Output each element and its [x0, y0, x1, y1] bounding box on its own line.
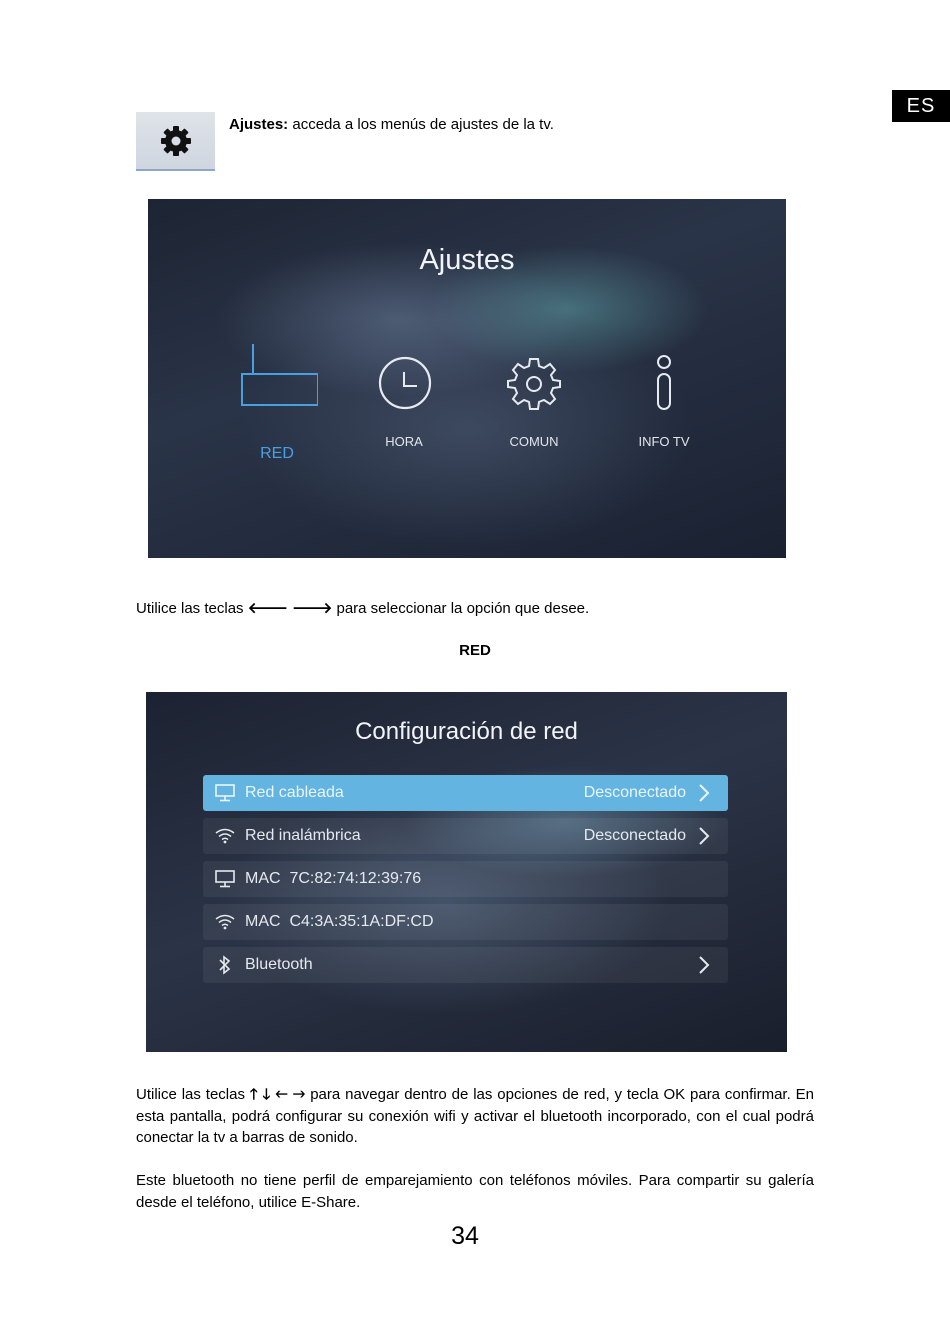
settings-item-red[interactable]	[232, 339, 322, 469]
row-status: Desconectado	[583, 784, 686, 801]
settings-item-hora[interactable]	[364, 354, 444, 454]
instruction-text: Utilice las teclas	[136, 600, 248, 617]
settings-item-comun[interactable]	[494, 354, 574, 454]
monitor-icon	[213, 870, 237, 888]
instruction-text: Utilice las teclas	[136, 1086, 250, 1103]
network-title: Configuración de red	[355, 718, 578, 745]
settings-item-label: COMUN	[509, 434, 559, 449]
network-row-bluetooth[interactable]	[203, 947, 728, 983]
row-label: MAC 7C:82:74:12:39:76	[245, 870, 422, 887]
intro-rest: acceda a los menús de ajustes de la tv.	[288, 116, 554, 133]
arrow-keys-icon: 🡑 🡓 🡐 🡒	[249, 1086, 306, 1103]
language-tab: ES	[892, 90, 950, 122]
settings-item-label: INFO TV	[638, 434, 690, 449]
info-icon	[652, 354, 676, 414]
settings-title: Ajustes	[419, 244, 515, 276]
instruction-text: para seleccionar la opción que desee.	[332, 600, 590, 617]
settings-item-info-tv[interactable]	[624, 354, 704, 454]
page-number: 34	[451, 1222, 479, 1250]
row-status: Desconectado	[583, 827, 686, 844]
settings-gear-icon	[136, 112, 215, 171]
row-label: Red cableada	[245, 784, 344, 801]
network-row-wired[interactable]	[203, 775, 728, 811]
chevron-right-icon	[698, 783, 714, 803]
instruction-paragraph-2	[136, 1084, 814, 1149]
settings-screen	[148, 199, 786, 558]
wifi-icon	[213, 828, 237, 844]
row-label: Bluetooth	[245, 956, 313, 973]
row-label: MAC C4:3A:35:1A:DF:CD	[245, 913, 434, 930]
bluetooth-icon	[213, 955, 237, 975]
network-settings-screen	[146, 692, 787, 1052]
gear-icon	[506, 355, 562, 411]
chevron-right-icon	[698, 826, 714, 846]
instruction-text: para navegar dentro de las opciones de red, y tecla OK para confirmar. En esta pantalla, podrá configurar su conexión wifi y activar el bluetooth incorporado, con el cual podrá conectar la tv a barras de sonido.	[136, 1086, 814, 1146]
row-label: Red inalámbrica	[245, 827, 361, 844]
settings-item-label: RED	[260, 445, 294, 462]
chevron-right-icon	[698, 955, 714, 975]
bluetooth-note-paragraph: Este bluetooth no tiene perfil de emparejamiento con teléfonos móviles. Para compartir su galería desde el teléfono, utilice E-Share.	[136, 1172, 814, 1211]
network-row-mac-wired	[203, 861, 728, 897]
arrow-keys-icon: 🡐 🡒	[247, 600, 333, 617]
section-heading: RED	[459, 642, 491, 659]
intro-bold: Ajustes:	[229, 116, 289, 133]
settings-item-label: HORA	[385, 434, 423, 449]
clock-icon	[377, 355, 433, 411]
wifi-icon	[213, 914, 237, 930]
instruction-paragraph-1	[136, 598, 589, 617]
network-row-wireless[interactable]	[203, 818, 728, 854]
intro-text	[229, 116, 554, 133]
router-icon	[236, 344, 318, 412]
monitor-icon	[213, 784, 237, 802]
network-row-mac-wireless	[203, 904, 728, 940]
